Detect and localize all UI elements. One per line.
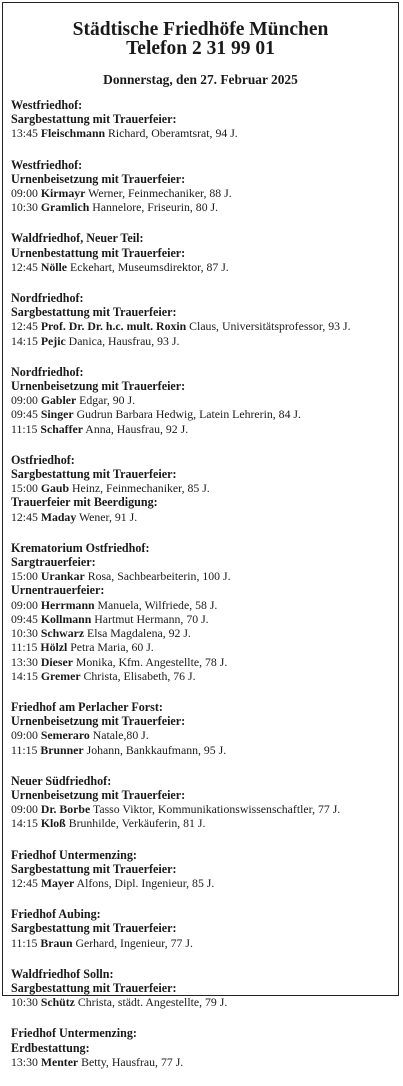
entry-row xyxy=(11,393,394,407)
entry-time: 11:15 xyxy=(11,421,38,436)
entry-row xyxy=(11,743,394,757)
ceremony-type: Sargbestattung mit Trauerfeier: xyxy=(11,921,177,936)
cemetery-section xyxy=(11,98,394,141)
ceremony-type: Urnenbeisetzung mit Trauerfeier: xyxy=(11,714,186,729)
entry-details: Tasso Viktor, Kommunikationswissenschaftler, 77 J. xyxy=(92,802,341,817)
entry-row xyxy=(11,669,394,683)
entry-row xyxy=(11,640,394,654)
entry-surname: Menter xyxy=(40,1054,79,1069)
entry-surname: Mayer xyxy=(40,875,75,890)
cemetery-name: Waldfriedhof Solln: xyxy=(11,966,114,981)
entry-details: Petra Maria, 60 J. xyxy=(70,640,154,655)
entry-surname: Semeraro xyxy=(40,728,90,743)
ceremony-type: Urnenbestattung mit Trauerfeier: xyxy=(11,245,186,260)
entry-surname: Herrmann xyxy=(40,597,95,612)
entry-surname: Gramlich xyxy=(40,200,90,215)
cemetery-section xyxy=(11,541,394,683)
entry-time: 12:45 xyxy=(11,319,38,334)
entry-row xyxy=(11,802,394,816)
cemetery-name: Krematorium Ostfriedhof: xyxy=(11,540,150,555)
entry-surname: Kirmayr xyxy=(40,186,86,201)
entry-row xyxy=(11,816,394,830)
entry-surname: Brunner xyxy=(40,742,84,757)
entry-details: Anna, Hausfrau, 92 J. xyxy=(85,421,189,436)
entry-details: Claus, Universitätsprofessor, 93 J. xyxy=(189,319,351,334)
cemetery-section xyxy=(11,453,394,524)
cemetery-name: Friedhof Aubing: xyxy=(11,907,101,922)
ceremony-type: Sargbestattung mit Trauerfeier: xyxy=(11,980,177,995)
cemetery-section xyxy=(11,291,394,348)
entry-surname: Kloß xyxy=(40,816,66,831)
entry-surname: Singer xyxy=(40,407,74,422)
entry-surname: Urankar xyxy=(40,569,85,584)
entry-time: 11:15 xyxy=(11,935,38,950)
entry-details: Hannelore, Friseurin, 80 J. xyxy=(92,200,219,215)
entry-time: 13:30 xyxy=(11,1054,38,1069)
entry-details: Werner, Feinmechaniker, 88 J. xyxy=(88,186,232,201)
entry-time: 11:15 xyxy=(11,640,38,655)
cemetery-section xyxy=(11,848,394,891)
cemetery-name: Nordfriedhof: xyxy=(11,291,84,306)
ceremony-type: Sargbestattung mit Trauerfeier: xyxy=(11,305,177,320)
entry-details: Betty, Hausfrau, 77 J. xyxy=(81,1054,184,1069)
entry-details: Richard, Oberamtsrat, 94 J. xyxy=(108,126,238,141)
ceremony-type: Erdbestattung: xyxy=(11,1040,90,1055)
cemetery-section xyxy=(11,231,394,274)
entry-surname: Dieser xyxy=(40,654,73,669)
entry-surname: Gaub xyxy=(40,481,70,496)
entry-row xyxy=(11,186,394,200)
title-line-1: Städtische Friedhöfe München xyxy=(72,19,329,40)
entry-row xyxy=(11,612,394,626)
entry-row xyxy=(11,422,394,436)
entry-row xyxy=(11,728,394,742)
entry-surname: Pejic xyxy=(40,333,66,348)
entry-time: 14:15 xyxy=(11,668,38,683)
entry-details: Monika, Kfm. Angestellte, 78 J. xyxy=(75,654,228,669)
entry-row xyxy=(11,598,394,612)
entry-surname: Gremer xyxy=(40,668,81,683)
entry-details: Gerhard, Ingenieur, 77 J. xyxy=(75,935,193,950)
entry-row xyxy=(11,407,394,421)
entry-row xyxy=(11,200,394,214)
entry-time: 15:00 xyxy=(11,569,38,584)
entry-surname: Kollmann xyxy=(40,611,92,626)
entry-row xyxy=(11,481,394,495)
entry-row xyxy=(11,510,394,524)
entry-details: Alfons, Dipl. Ingenieur, 85 J. xyxy=(76,875,215,890)
entry-row xyxy=(11,936,394,950)
entry-row xyxy=(11,876,394,890)
entry-time: 14:15 xyxy=(11,333,38,348)
cemetery-name: Westfriedhof: xyxy=(11,157,83,172)
entry-surname: Fleischmann xyxy=(40,126,106,141)
entry-time: 14:15 xyxy=(11,816,38,831)
entry-details: Christa, Elisabeth, 76 J. xyxy=(83,668,196,683)
entry-details: Wener, 91 J. xyxy=(78,509,138,524)
cemetery-section xyxy=(11,700,394,757)
ceremony-type: Sargbestattung mit Trauerfeier: xyxy=(11,467,177,482)
entry-row xyxy=(11,569,394,583)
entry-surname: Schwarz xyxy=(40,626,85,641)
entry-time: 12:45 xyxy=(11,259,38,274)
entry-time: 09:00 xyxy=(11,728,38,743)
cemetery-name: Friedhof Untermenzing: xyxy=(11,847,137,862)
cemetery-name: Friedhof am Perlacher Forst: xyxy=(11,699,163,714)
cemetery-section xyxy=(11,774,394,831)
ceremony-type: Urnentrauerfeier: xyxy=(11,583,105,598)
entry-details: Elsa Magdalena, 92 J. xyxy=(87,626,191,641)
entry-time: 09:45 xyxy=(11,407,38,422)
ceremony-type: Sargbestattung mit Trauerfeier: xyxy=(11,112,177,127)
ceremony-type: Urnenbeisetzung mit Trauerfeier: xyxy=(11,171,186,186)
entry-details: Brunhilde, Verkäuferin, 81 J. xyxy=(68,816,206,831)
entry-row xyxy=(11,334,394,348)
entry-time: 10:30 xyxy=(11,995,38,1010)
entry-surname: Dr. Borbe xyxy=(40,802,91,817)
cemetery-name: Nordfriedhof: xyxy=(11,364,84,379)
entry-time: 13:30 xyxy=(11,654,38,669)
cemetery-name: Ostfriedhof: xyxy=(11,452,75,467)
entry-details: Christa, städt. Angestellte, 79 J. xyxy=(77,995,228,1010)
cemetery-section xyxy=(11,158,394,215)
cemetery-section xyxy=(11,365,394,436)
entry-details: Heinz, Feinmechaniker, 85 J. xyxy=(71,481,210,496)
entry-time: 09:00 xyxy=(11,393,38,408)
entry-row xyxy=(11,655,394,669)
entry-time: 15:00 xyxy=(11,481,38,496)
cemetery-section xyxy=(11,967,394,1010)
cemetery-name: Neuer Südfriedhof: xyxy=(11,773,112,788)
notice-date: Donnerstag, den 27. Februar 2025 xyxy=(103,72,298,87)
notice-title xyxy=(3,3,398,58)
cemetery-section xyxy=(11,907,394,950)
ceremony-type: Sargtrauerfeier: xyxy=(11,555,96,570)
entry-surname: Braun xyxy=(40,935,73,950)
cemetery-name: Waldfriedhof, Neuer Teil: xyxy=(11,231,144,246)
ceremony-type: Urnenbeisetzung mit Trauerfeier: xyxy=(11,379,186,394)
entry-time: 12:45 xyxy=(11,509,38,524)
entry-details: Hartmut Hermann, 70 J. xyxy=(94,611,209,626)
entry-row xyxy=(11,1055,394,1069)
entry-time: 10:30 xyxy=(11,626,38,641)
entry-row xyxy=(11,126,394,140)
entry-surname: Schütz xyxy=(40,995,75,1010)
entry-details: Rosa, Sachbearbeiterin, 100 J. xyxy=(87,569,231,584)
entry-details: Eckehart, Museumsdirektor, 87 J. xyxy=(70,259,229,274)
cemetery-section xyxy=(11,1026,394,1069)
entry-details: Edgar, 90 J. xyxy=(79,393,136,408)
entry-details: Johann, Bankkaufmann, 95 J. xyxy=(86,742,227,757)
notice-frame xyxy=(2,2,399,1069)
entry-surname: Gabler xyxy=(40,393,77,408)
entry-details: Danica, Hausfrau, 93 J. xyxy=(68,333,180,348)
entry-row xyxy=(11,626,394,640)
entry-time: 12:45 xyxy=(11,875,38,890)
entry-time: 09:00 xyxy=(11,597,38,612)
ceremony-type: Trauerfeier mit Beerdigung: xyxy=(11,495,158,510)
entry-details: Gudrun Barbara Hedwig, Latein Lehrerin, 84 J. xyxy=(76,407,301,422)
ceremony-type: Sargbestattung mit Trauerfeier: xyxy=(11,861,177,876)
entry-time: 09:00 xyxy=(11,186,38,201)
entry-time: 09:00 xyxy=(11,802,38,817)
cemetery-sections xyxy=(11,98,394,1086)
ceremony-type: Urnenbeisetzung mit Trauerfeier: xyxy=(11,787,186,802)
entry-row xyxy=(11,995,394,1009)
entry-surname: Prof. Dr. Dr. h.c. mult. Roxin xyxy=(40,319,187,334)
entry-time: 10:30 xyxy=(11,200,38,215)
entry-surname: Schaffer xyxy=(40,421,83,436)
entry-time: 13:45 xyxy=(11,126,38,141)
entry-details: Manuela, Wilfriede, 58 J. xyxy=(97,597,218,612)
entry-row xyxy=(11,260,394,274)
entry-row xyxy=(11,319,394,333)
title-line-2: Telefon 2 31 99 01 xyxy=(126,38,275,59)
notice-header xyxy=(3,3,398,88)
entry-time: 09:45 xyxy=(11,611,38,626)
entry-details: Natale,80 J. xyxy=(92,728,149,743)
entry-surname: Maday xyxy=(40,509,77,524)
entry-time: 11:15 xyxy=(11,742,38,757)
cemetery-name: Westfriedhof: xyxy=(11,98,83,112)
entry-surname: Nölle xyxy=(40,259,68,274)
entry-surname: Hölzl xyxy=(40,640,68,655)
cemetery-name: Friedhof Untermenzing: xyxy=(11,1026,137,1041)
